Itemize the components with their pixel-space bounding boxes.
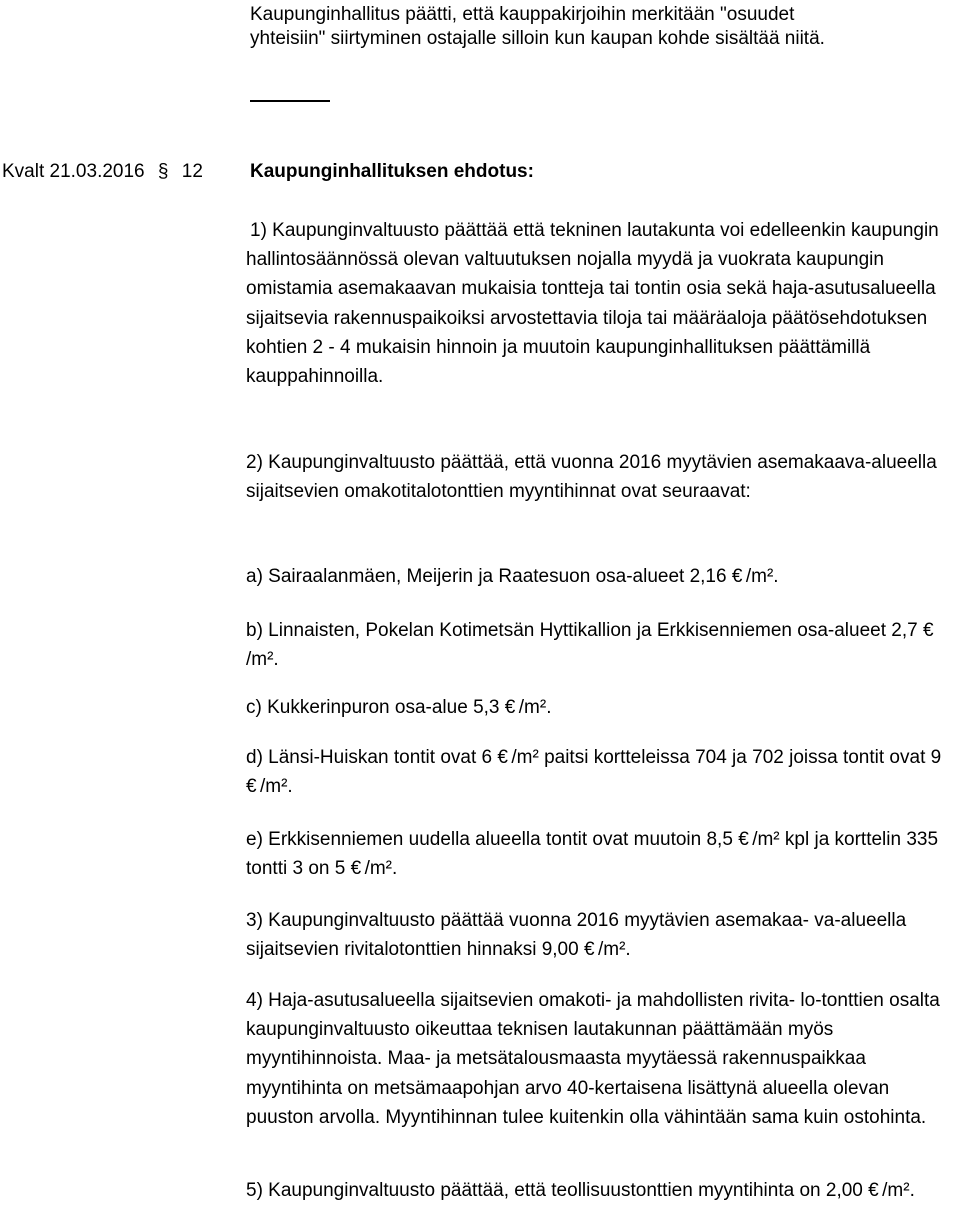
euro-sign: € — [868, 1180, 879, 1201]
euro-sign: € — [922, 620, 934, 641]
paragraph-4: 4) Haja-asutusalueella sijaitsevien omakoti- ja mahdollisten rivita- lo-tonttien osalta kaupunginvaltuusto oikeuttaa teknisen lautakunnan päättämään myös myyntihinnoista. Maa- ja metsätalousmaasta myytäessä rakennuspaikkaa myyntihinta on metsämaapohjan arvo 40-kertaisena lisättynä alueella olevan puuston arvolla. Myyntihinnan tulee kuitenkin olla vähintään sama kuin ostohinta. — [246, 990, 940, 1128]
paragraph-5-text: 5) Kaupunginvaltuusto päättää, että teollisuustonttien myyntihinta on 2,00 — [246, 1180, 863, 1201]
separator-rule — [250, 100, 330, 102]
item-e — [246, 825, 956, 883]
euro-sign: € — [246, 776, 257, 798]
paragraph-5 — [246, 1176, 956, 1205]
item-a-text: a) Sairaalanmäen, Meijerin ja Raatesuon osa-alueet 2,16 — [246, 566, 727, 587]
paragraph-3 — [246, 906, 956, 964]
paragraph-3-text: 3) Kaupunginvaltuusto päättää vuonna 2016 myytävien asemakaa- va-alueella sijaitsevien rivitalotonttien hinnaksi 9,00 — [246, 910, 907, 961]
item-e-unit: /m². — [364, 858, 398, 880]
euro-sign: € — [583, 939, 595, 961]
item-d-unit: /m². — [260, 776, 293, 798]
item-e-text: e) Erkkisenniemen uudella alueella tontit ovat muutoin 8,5 — [246, 829, 733, 850]
paragraph-5-unit: /m². — [882, 1180, 915, 1201]
item-b-unit: /m². — [246, 649, 279, 671]
item-d — [246, 743, 956, 801]
paragraph-1 — [246, 216, 956, 391]
item-d-middle: /m² paitsi kortteleissa 704 ja 702 joissa tontit ovat 9 — [511, 747, 942, 768]
euro-sign: € — [497, 747, 508, 768]
item-d-text: d) Länsi-Huiskan tontit ovat 6 — [246, 747, 493, 768]
section-heading: Kaupunginhallituksen ehdotus: — [250, 161, 534, 182]
euro-sign: € — [731, 566, 743, 587]
paragraph-3-unit: /m². — [597, 939, 631, 961]
intro-line-2: yhteisiin" siirtyminen ostajalle silloin kun kaupan kohde sisältää niitä. — [250, 28, 825, 49]
section-sign: § — [157, 161, 169, 182]
euro-sign: € — [504, 697, 516, 718]
intro-line-1: Kaupunginhallitus päätti, että kauppakirjoihin merkitään "osuudet — [250, 4, 795, 25]
section-number: 12 — [181, 161, 203, 182]
item-e-middle: /m² kpl ja korttelin 335 tontti 3 on 5 — [246, 829, 939, 880]
item-c-unit: /m². — [518, 697, 552, 718]
item-a-unit: /m². — [745, 566, 779, 587]
item-c-text: c) Kukkerinpuron osa-alue 5,3 — [246, 697, 500, 718]
section-reference — [2, 157, 203, 186]
item-b-text: b) Linnaisten, Pokelan Kotimetsän Hyttikallion ja Erkkisenniemen osa-alueet 2,7 — [246, 620, 918, 641]
section-ref: Kvalt 21.03.2016 — [2, 161, 145, 182]
paragraph-2: 2) Kaupunginvaltuusto päättää, että vuonna 2016 myytävien asemakaava-alueella sijaitsevien omakotitalotonttien myyntihinnat ovat seuraavat: — [246, 452, 937, 503]
item-c — [246, 693, 956, 722]
euro-sign: € — [738, 829, 749, 850]
paragraph-1-text: 1) Kaupunginvaltuusto päättää että tekninen lautakunta voi edelleenkin kaupungin hallintosäännössä olevan valtuutuksen nojalla myydä ja vuokrata kaupungin omistamia asemakaavan mukaisia tontteja tai tontin osia sekä haja-asutusalueella sijaitsevia rakennuspaikoiksi arvostettavia tiloja tai määräaloja päätösehdotuksen kohtien 2 - 4 mukaisin hinnoin ja muutoin kaupunginhallituksen päättämillä kauppahinnoilla. — [246, 220, 939, 388]
euro-sign: € — [350, 858, 362, 880]
item-b — [246, 616, 956, 674]
item-a — [246, 562, 956, 591]
